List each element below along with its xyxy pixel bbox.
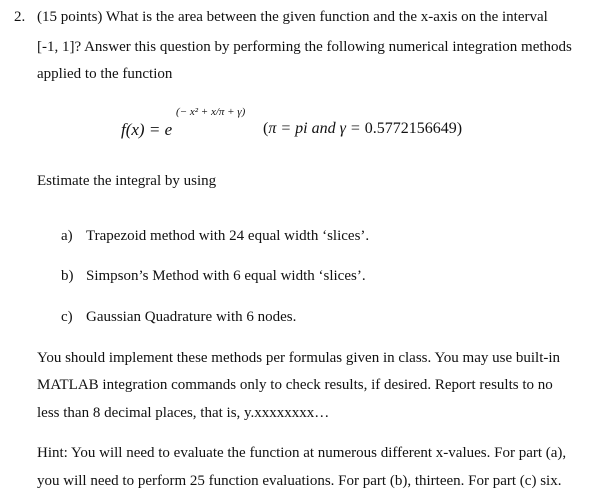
formula-exponent: (− x² + x/π + γ) <box>176 106 246 118</box>
instructions-line-3: less than 8 decimal places, that is, y.xxxxxxxx… <box>37 405 330 421</box>
instructions-line-1: You should implement these methods per formulas given in class. You may use built-in <box>37 350 561 366</box>
formula-note-value: 0.5772156649) <box>360 120 463 137</box>
part-b-label: b) <box>61 268 74 284</box>
hint-line-1: Hint: You will need to evaluate the function at numerous different x-values. For part (a), <box>37 445 567 461</box>
instructions-line-2: MATLAB integration commands only to check results, if desired. Report results to no <box>37 377 553 393</box>
part-b-text: Simpson’s Method with 6 equal width ‘slices’. <box>86 268 366 284</box>
part-a-text: Trapezoid method with 24 equal width ‘slices’. <box>86 228 370 244</box>
question-intro-line-1: (15 points) What is the area between the given function and the x-axis on the interval <box>37 9 548 25</box>
formula-note <box>263 120 462 138</box>
part-c-label: c) <box>61 309 73 325</box>
formula-lhs: f(x) = e <box>121 120 173 139</box>
formula-note-pi: π = pi and γ = <box>268 120 361 137</box>
part-a-label: a) <box>61 228 73 244</box>
hint-line-2: you will need to perform 25 function evaluations. For part (b), thirteen. For part (c) six. <box>37 473 562 489</box>
estimate-label: Estimate the integral by using <box>37 173 217 189</box>
question-intro-line-2: [-1, 1]? Answer this question by performing the following numerical integration methods <box>37 39 572 55</box>
formula-note-prefix: ( <box>263 120 269 137</box>
question-intro-line-3: applied to the function <box>37 66 173 82</box>
part-c-text: Gaussian Quadrature with 6 nodes. <box>86 309 297 325</box>
question-number: 2. <box>14 9 26 25</box>
